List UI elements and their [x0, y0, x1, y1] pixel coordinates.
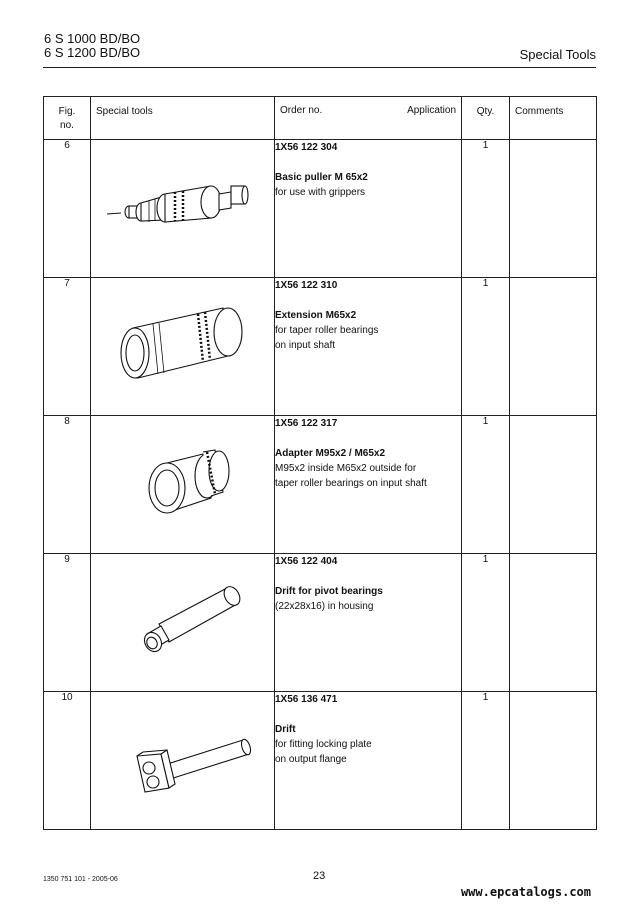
fig-number: 7 — [44, 278, 91, 416]
drift-locking-plate-icon — [103, 692, 263, 812]
header-comments: Comments — [510, 97, 597, 140]
table-header-row — [44, 97, 597, 140]
document-number: 1350 751 101 - 2005-06 — [43, 876, 118, 883]
tool-name: Adapter M95x2 / M65x2 — [275, 448, 386, 459]
order-number: 1X56 122 317 — [275, 418, 338, 429]
fig-number: 6 — [44, 140, 91, 278]
order-number: 1X56 136 471 — [275, 694, 338, 705]
table-row — [44, 554, 597, 692]
model-line-1: 6 S 1000 BD/BO — [44, 31, 141, 46]
table-row — [44, 278, 597, 416]
tool-description: (22x28x16) in housing — [275, 601, 374, 612]
quantity: 1 — [462, 554, 510, 692]
order-number: 1X56 122 310 — [275, 280, 338, 291]
comments-cell — [510, 692, 597, 830]
comments-cell — [510, 416, 597, 554]
order-number: 1X56 122 404 — [275, 556, 338, 567]
quantity: 1 — [462, 140, 510, 278]
tool-description-2: on output flange — [275, 754, 347, 765]
quantity: 1 — [462, 692, 510, 830]
tool-name: Basic puller M 65x2 — [275, 172, 368, 183]
special-tools-table — [43, 96, 597, 830]
tool-description-2: taper roller bearings on input shaft — [275, 478, 427, 489]
fig-number: 10 — [44, 692, 91, 830]
tool-description-2: on input shaft — [275, 340, 336, 351]
model-line-2: 6 S 1200 BD/BO — [44, 45, 141, 60]
comments-cell — [510, 278, 597, 416]
quantity: 1 — [462, 416, 510, 554]
header-order-application — [275, 97, 462, 140]
header-order: Order no. — [280, 105, 323, 116]
table-row — [44, 140, 597, 278]
header-application: Application — [407, 105, 456, 116]
table-row — [44, 416, 597, 554]
adapter-icon — [103, 416, 263, 536]
drift-icon — [103, 554, 263, 674]
tool-name: Extension M65x2 — [275, 310, 357, 321]
comments-cell — [510, 554, 597, 692]
page-number: 23 — [313, 870, 326, 882]
tool-description: for taper roller bearings — [275, 325, 379, 336]
fig-number: 8 — [44, 416, 91, 554]
basic-puller-icon — [103, 140, 263, 260]
fig-number: 9 — [44, 554, 91, 692]
section-title: Special Tools — [519, 47, 596, 62]
model-heading — [44, 32, 140, 60]
header-qty: Qty. — [462, 97, 510, 140]
watermark-link[interactable]: www.epcatalogs.com — [460, 885, 591, 899]
tool-description: for use with grippers — [275, 187, 366, 198]
comments-cell — [510, 140, 597, 278]
tool-description: for fitting locking plate — [275, 739, 372, 750]
tool-name: Drift — [275, 724, 296, 735]
tool-name: Drift for pivot bearings — [275, 586, 383, 597]
header-fig: Fig. no. — [44, 97, 91, 140]
tool-description: M95x2 inside M65x2 outside for — [275, 463, 417, 474]
header-rule — [43, 67, 596, 68]
extension-icon — [103, 278, 263, 398]
quantity: 1 — [462, 278, 510, 416]
table-row — [44, 692, 597, 830]
header-special-tools: Special tools — [91, 97, 275, 140]
order-number: 1X56 122 304 — [275, 142, 338, 153]
